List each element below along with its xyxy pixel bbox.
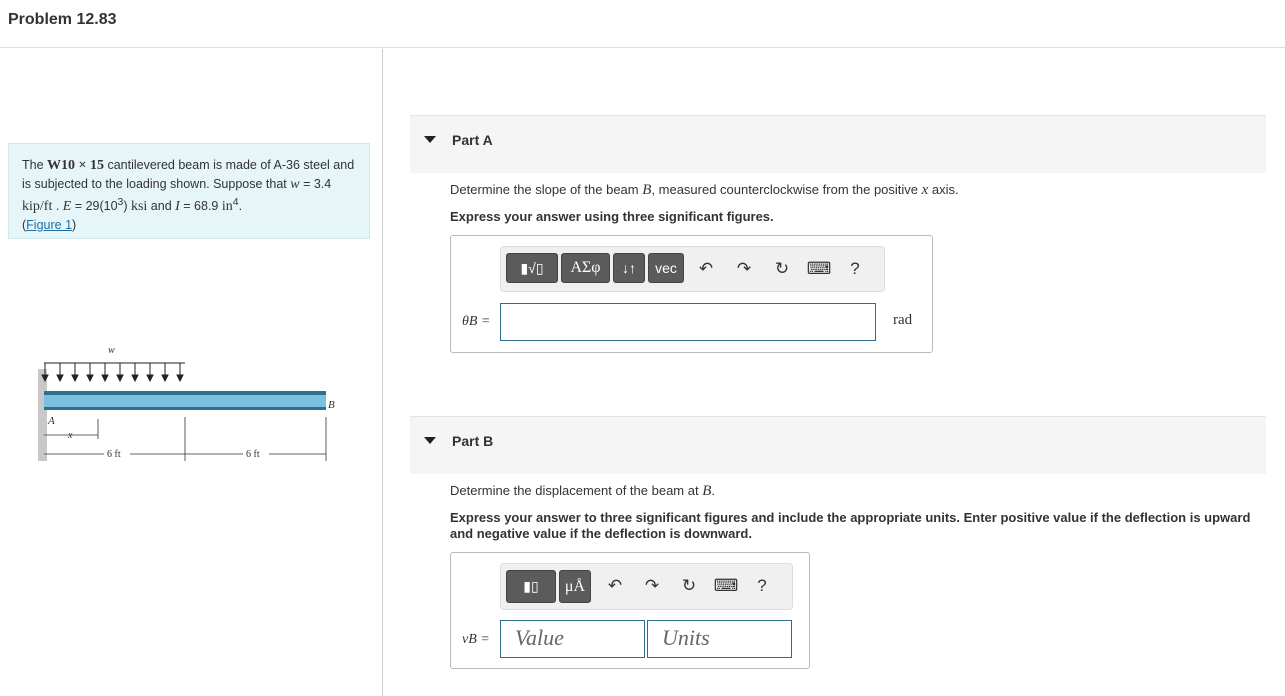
units-input[interactable]: Units bbox=[647, 620, 792, 658]
problem-statement: The W10 × 15 cantilevered beam is made of A-36 steel and is subjected to the loading shown. Suppose that w = 3.4 kip/ft . $E = 29(10^3)$ ksi and I = 68.9 $in^4$. (Figure 1) bbox=[8, 143, 370, 239]
help-icon[interactable]: ? bbox=[850, 259, 860, 278]
part-b-label: Part B bbox=[452, 433, 494, 449]
reset-icon[interactable]: ↻ bbox=[774, 259, 790, 278]
beam-top-flange bbox=[44, 391, 326, 395]
w-unit: kip/ft bbox=[22, 199, 53, 215]
template-button[interactable]: ▮▯ bbox=[506, 570, 556, 603]
theta-b-input[interactable] bbox=[500, 303, 876, 341]
load-label: w bbox=[108, 345, 115, 356]
part-b-instruction: Express your answer to three significant figures and include the appropriate units. Enter positive value if the deflection is upward and negative value if the deflection is downward. bbox=[450, 510, 1251, 541]
greek-symbols-button[interactable]: ΑΣφ bbox=[561, 253, 610, 283]
w-variable: w bbox=[290, 177, 300, 192]
dimension-label-1: 6 ft bbox=[107, 449, 121, 460]
point-b-label: B bbox=[328, 399, 335, 411]
point-a-label: A bbox=[48, 415, 55, 427]
i-unit: in bbox=[221, 199, 233, 215]
dimension-label-2: 6 ft bbox=[246, 449, 260, 460]
part-b-answer-box bbox=[450, 552, 810, 669]
theta-b-label: θB = bbox=[462, 314, 491, 329]
keyboard-icon[interactable]: ⌨ bbox=[806, 259, 832, 278]
problem-pane bbox=[0, 49, 383, 696]
part-b-question: Determine the displacement of the beam at B. bbox=[450, 483, 715, 499]
answer-pane bbox=[384, 49, 1285, 696]
part-b-toolbar bbox=[500, 563, 793, 610]
vector-button[interactable]: vec bbox=[648, 253, 684, 283]
beam-figure bbox=[30, 339, 350, 469]
undo-icon[interactable]: ↶ bbox=[607, 576, 623, 595]
part-a-instruction: Express your answer using three significant figures. bbox=[450, 209, 774, 224]
redo-icon[interactable]: ↷ bbox=[736, 259, 752, 278]
page-title: Problem 12.83 bbox=[8, 11, 117, 28]
undo-icon[interactable]: ↶ bbox=[698, 259, 714, 278]
collapse-triangle-icon[interactable] bbox=[424, 437, 436, 444]
redo-icon[interactable]: ↷ bbox=[644, 576, 660, 595]
value-input[interactable]: Value bbox=[500, 620, 645, 658]
part-b-header[interactable] bbox=[410, 416, 1266, 474]
e-variable: E bbox=[62, 199, 72, 215]
i-variable: I bbox=[175, 199, 180, 215]
template-button[interactable]: ▮√▯ bbox=[506, 253, 558, 283]
part-a-answer-box bbox=[450, 235, 933, 353]
reset-icon[interactable]: ↻ bbox=[681, 576, 697, 595]
wall bbox=[38, 369, 47, 461]
beam-web bbox=[44, 395, 326, 407]
x-label: x bbox=[68, 430, 73, 441]
part-a-toolbar bbox=[500, 246, 885, 292]
e-unit: ksi bbox=[130, 199, 148, 215]
rad-unit-label: rad bbox=[893, 312, 913, 328]
beam-designation: W10 × 15 bbox=[47, 158, 104, 173]
part-a-label: Part A bbox=[452, 132, 493, 148]
load-arrows bbox=[42, 363, 183, 381]
part-a-header[interactable] bbox=[410, 115, 1266, 173]
beam-bottom-flange bbox=[44, 407, 326, 410]
part-a-question: Determine the slope of the beam B, measured counterclockwise from the positive x axis. bbox=[450, 182, 959, 198]
figure-link[interactable]: Figure 1 bbox=[26, 218, 73, 233]
help-icon[interactable]: ? bbox=[757, 576, 767, 595]
header-bar bbox=[0, 0, 1285, 48]
keyboard-icon[interactable]: ⌨ bbox=[713, 576, 739, 595]
arrows-button[interactable]: ↓↑ bbox=[613, 253, 645, 283]
units-button[interactable]: μÅ bbox=[559, 570, 591, 603]
v-b-label: vB = bbox=[462, 632, 490, 647]
collapse-triangle-icon[interactable] bbox=[424, 136, 436, 143]
